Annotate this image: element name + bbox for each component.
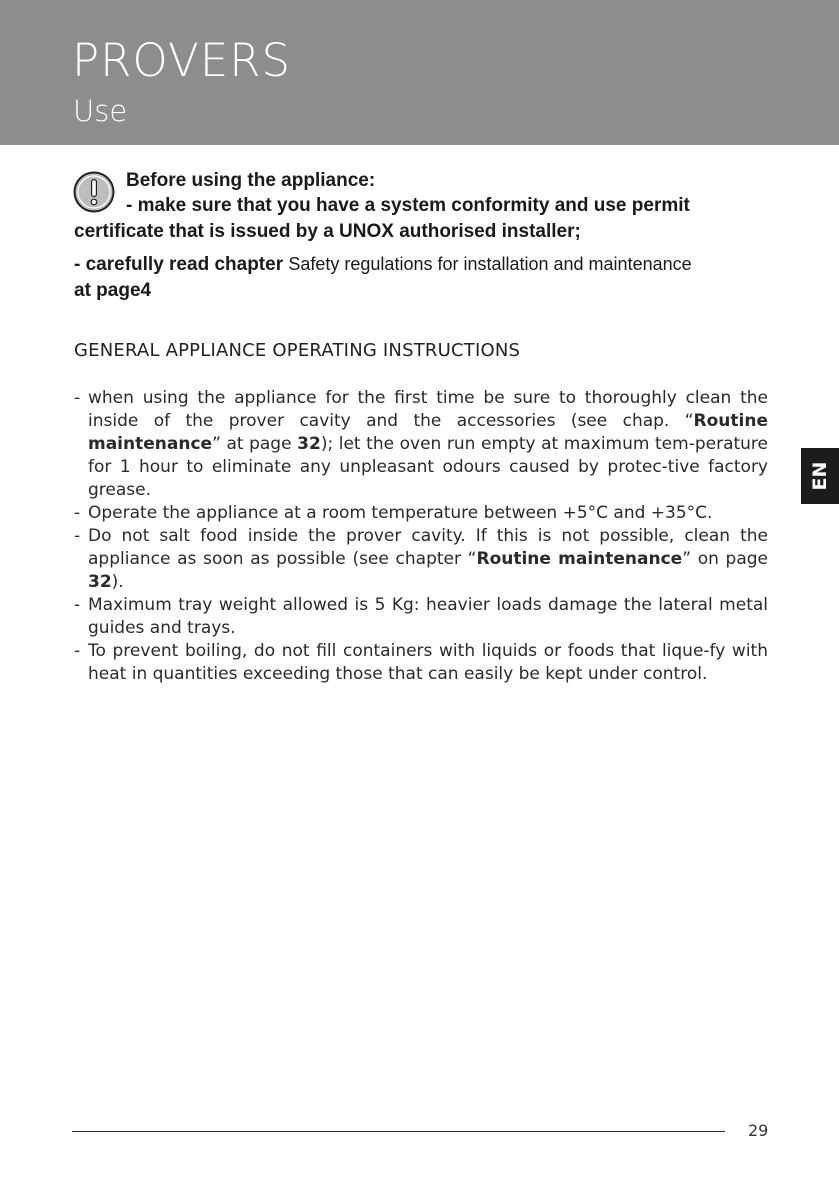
list-item: - To prevent boiling, do not fill containers with liquids or foods that lique-fy with heat in quantities exceeding those that can easily be kept under control. [74,640,768,686]
instructions-list [74,387,768,686]
list-item: - Maximum tray weight allowed is 5 Kg: heavier loads damage the lateral metal guides and trays. [74,594,768,640]
warning-line-4-bold: - carefully read chapter [74,254,284,275]
exclamation-icon [73,171,115,213]
list-item: - Operate the appliance at a room temperature between +5°C and +35°C. [74,502,768,525]
footer-rule [72,1131,725,1132]
warning-line-4-chapter-ref: Safety regulations for installation and maintenance [288,254,692,274]
language-label: EN [809,461,831,491]
list-item: - when using the appliance for the first time be sure to thoroughly clean the inside of the prover cavity and the accessories (see chap. “Routine maintenance” at page 32); let the oven run empty at maximum tem-perature for 1 hour to eliminate any unpleasant odours caused by protec-tive factory grease. [74,387,768,502]
section-heading: GENERAL APPLIANCE OPERATING INSTRUCTIONS [74,340,521,361]
warning-line-5: at page4 [74,280,152,301]
page-title: PROVERS [72,34,292,87]
warning-line-3: certificate that is issued by a UNOX authorised installer; [74,221,581,242]
page-subtitle: Use [73,94,128,128]
page-number: 29 [748,1121,769,1140]
warning-line-1: Before using the appliance: [126,170,376,191]
language-tab [801,448,839,504]
warning-line-2: - make sure that you have a system conformity and use permit [126,195,690,216]
warning-line-4 [74,255,692,274]
list-item: - Do not salt food inside the prover cavity. If this is not possible, clean the appliance as soon as possible (see chapter “Routine maintenance” on page 32). [74,525,768,594]
header-band [0,0,839,145]
